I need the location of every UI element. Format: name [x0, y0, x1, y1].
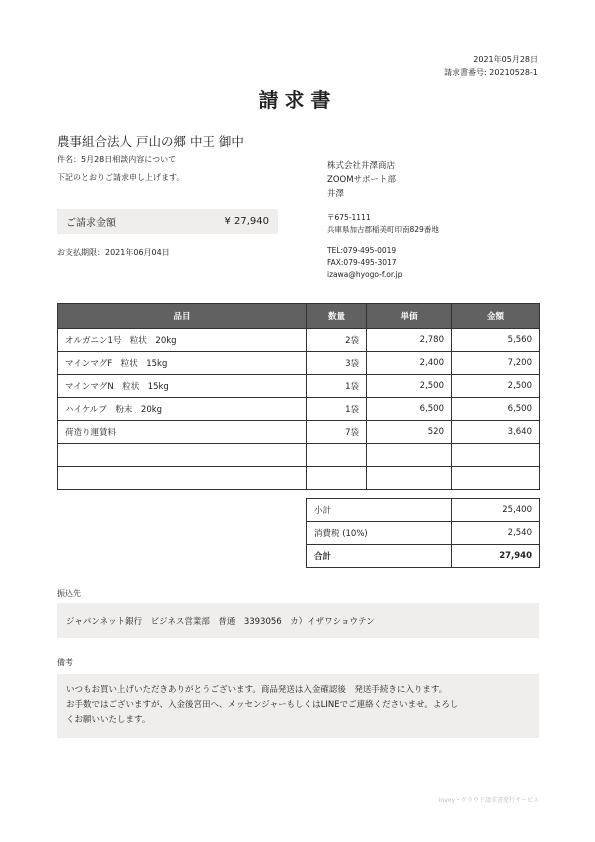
subtotal-row [307, 499, 540, 522]
item-unit-price [367, 444, 452, 467]
item-quantity: 2袋 [307, 329, 367, 352]
notes-section-label: 備考 [57, 658, 73, 667]
invoice-message: 下記のとおりご請求申し上げます。 [57, 173, 185, 182]
summary-table [306, 498, 540, 568]
item-quantity [307, 444, 367, 467]
total-label: 合計 [307, 545, 452, 568]
item-quantity: 7袋 [307, 421, 367, 444]
notes-line: お手数ではございますが、入金後宮田へ、メッセンジャーもしくはLINEでご連絡くださいませ。よろし [66, 700, 459, 710]
tax-label: 消費税 (10%) [307, 522, 452, 545]
issuer-company: 株式会社井澤商店 [327, 161, 396, 171]
issuer-email: izawa@hyogo-f.or.jp [327, 270, 403, 279]
subtotal-value: 25,400 [452, 499, 540, 522]
item-amount: 5,560 [452, 329, 540, 352]
item-unit-price: 6,500 [367, 398, 452, 421]
item-unit-price: 2,400 [367, 352, 452, 375]
notes-line: いつもお買い上げいただきありがとうございます。商品発送は入金確認後 発送手続きに入ります。 [66, 685, 448, 695]
total-row [307, 545, 540, 568]
total-amount-label: ご請求金額 [66, 218, 116, 229]
table-row [58, 352, 540, 375]
item-amount: 3,640 [452, 421, 540, 444]
item-quantity [307, 467, 367, 490]
total-value: 27,940 [452, 545, 540, 568]
issuer-postal: 〒675-1111 [327, 213, 371, 222]
item-name: 荷造り運賃料 [58, 421, 307, 444]
total-amount-box [57, 209, 278, 234]
table-row [58, 398, 540, 421]
item-name: ハイケルプ 粉末 20kg [58, 398, 307, 421]
footer-brand: invoy・クラウド請求書発行サービス [438, 797, 539, 804]
item-unit-price: 2,500 [367, 375, 452, 398]
notes-box [57, 674, 539, 738]
table-row [58, 375, 540, 398]
header-quantity: 数量 [307, 304, 367, 329]
invoice-number: 請求書番号: 20210528-1 [444, 68, 538, 77]
item-unit-price: 2,780 [367, 329, 452, 352]
tax-row [307, 522, 540, 545]
item-name: マインマグN 粒状 15kg [58, 375, 307, 398]
total-amount-value: ¥ 27,940 [224, 216, 269, 227]
items-table [57, 303, 540, 490]
item-amount [452, 444, 540, 467]
table-row [58, 329, 540, 352]
issuer-department: ZOOMサポート部 [327, 175, 397, 185]
subtotal-label: 小計 [307, 499, 452, 522]
item-amount: 6,500 [452, 398, 540, 421]
notes-line: くお願いいたします。 [66, 715, 151, 725]
page-title: 請求書 [258, 88, 337, 112]
item-quantity: 3袋 [307, 352, 367, 375]
item-name: マインマグF 粒状 15kg [58, 352, 307, 375]
item-name [58, 444, 307, 467]
issuer-person: 井澤 [327, 189, 345, 199]
due-date: お支払期限：2021年06月04日 [57, 248, 170, 257]
header-item: 品目 [58, 304, 307, 329]
tax-value: 2,540 [452, 522, 540, 545]
item-unit-price [367, 467, 452, 490]
item-quantity: 1袋 [307, 398, 367, 421]
issue-date: 2021年05月28日 [473, 55, 538, 64]
bank-details-box [57, 603, 539, 638]
subject: 件名：5月28日相談内容について [57, 155, 177, 164]
item-amount: 2,500 [452, 375, 540, 398]
bank-details: ジャパンネット銀行 ビジネス営業部 普通 3393056 カ）イザワショウテン [66, 616, 375, 627]
bank-section-label: 振込先 [57, 589, 81, 598]
item-name: オルガニン1号 粒状 20kg [58, 329, 307, 352]
table-header-row [58, 304, 540, 329]
table-row-empty [58, 444, 540, 467]
item-amount: 7,200 [452, 352, 540, 375]
item-unit-price: 520 [367, 421, 452, 444]
issuer-address: 兵庫県加古郡稲美町印南829番地 [327, 225, 439, 234]
item-quantity: 1袋 [307, 375, 367, 398]
item-amount [452, 467, 540, 490]
table-row [58, 421, 540, 444]
issuer-fax: FAX:079-495-3017 [327, 258, 397, 267]
recipient-name: 農事組合法人 戸山の郷 中王 御中 [57, 134, 244, 149]
table-row-empty [58, 467, 540, 490]
item-name [58, 467, 307, 490]
header-amount: 金額 [452, 304, 540, 329]
issuer-tel: TEL:079-495-0019 [327, 246, 397, 255]
header-unit-price: 単価 [367, 304, 452, 329]
